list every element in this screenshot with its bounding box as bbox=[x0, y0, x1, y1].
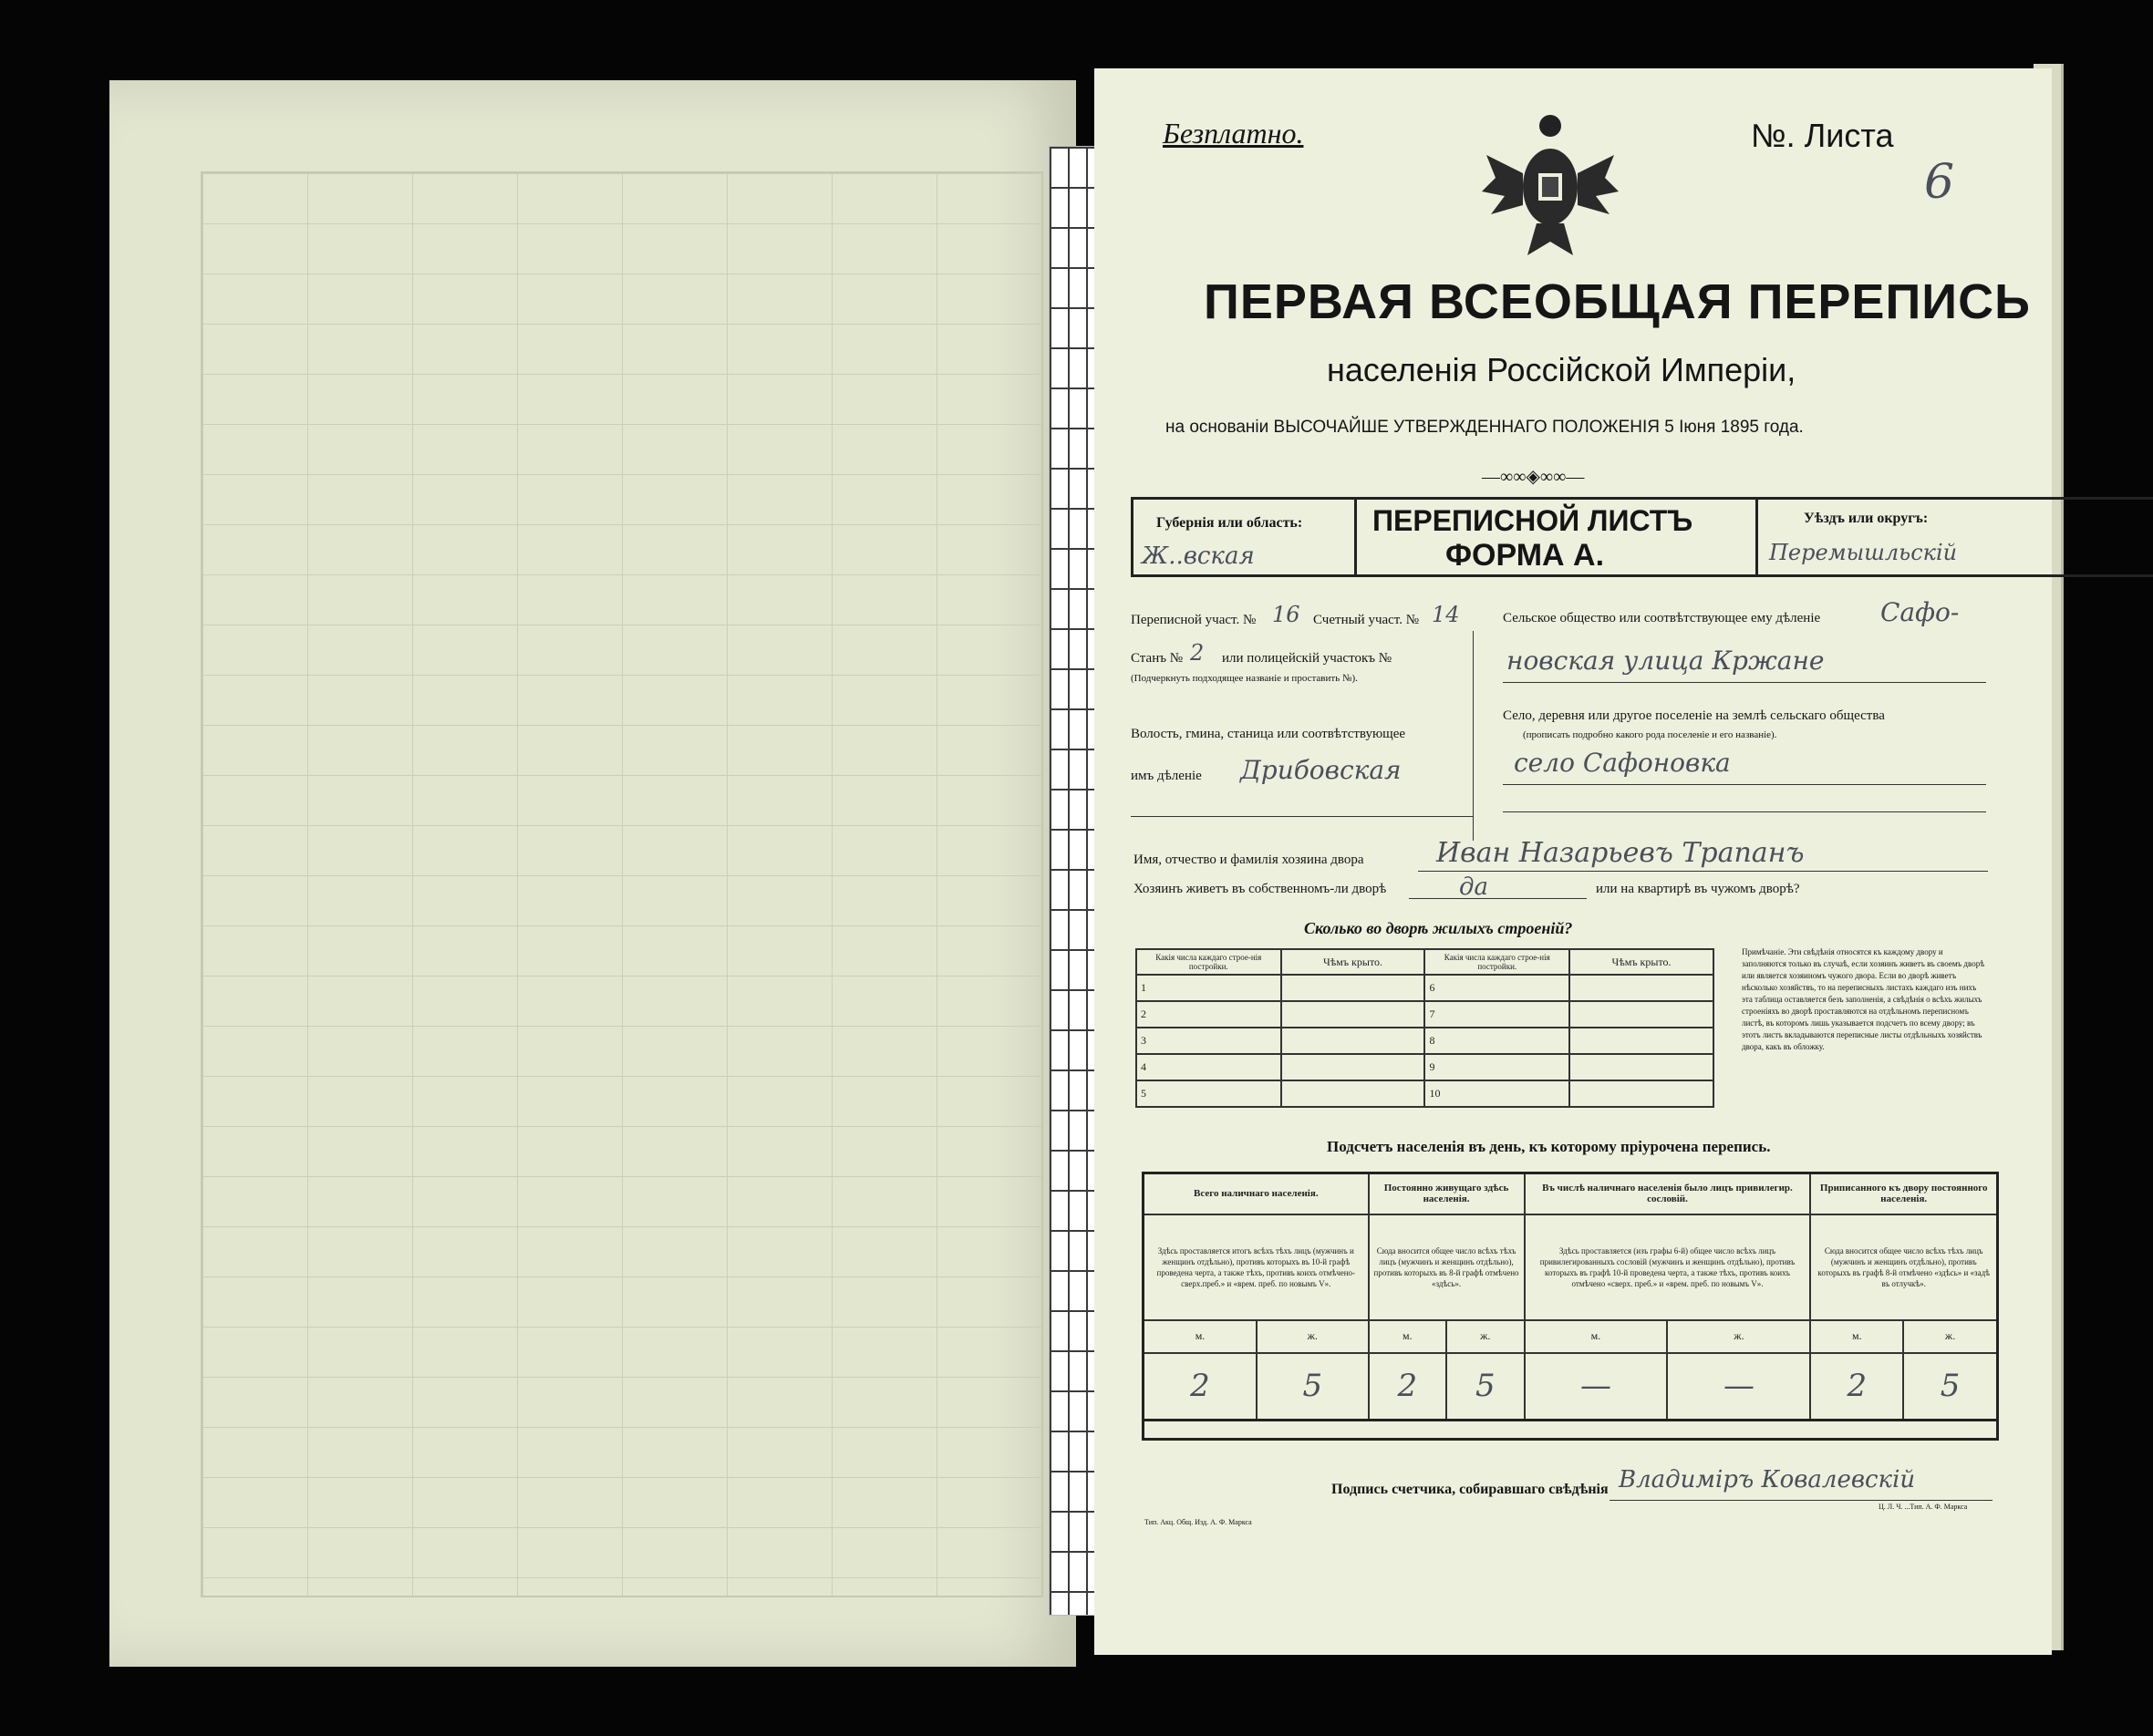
count-district-label: Счетный участ. № bbox=[1313, 613, 1420, 627]
buildings-question: Сколько во дворѣ жилыхъ строеній? bbox=[1304, 919, 1573, 937]
divider bbox=[1755, 497, 1758, 574]
tally-value: 5 bbox=[1446, 1353, 1524, 1420]
tally-description: Здѣсь проставляется итогъ всѣхъ тѣхъ лицъ (мужчинъ и женщинъ отдѣльно), противъ которыхъ въ 10-й графѣ проведена черта, а также тѣхъ, противъ коихъ отмѣчено-сверх.преб.» и «врем. преб. по новымъ V». bbox=[1144, 1214, 1369, 1320]
owner-value: Иван Назарьевъ Трапанъ bbox=[1436, 837, 1805, 869]
sheet-number-value: 6 bbox=[1924, 155, 1955, 210]
col-header-b: Чѣмъ крыто. bbox=[1569, 949, 1713, 975]
roof-cell bbox=[1569, 1001, 1713, 1028]
stan-suffix: или полицейскій участокъ № bbox=[1222, 651, 1392, 666]
uezd-label: Уѣздъ или округъ: bbox=[1804, 511, 1929, 526]
main-title: ПЕРВАЯ ВСЕОБЩАЯ ПЕРЕПИСЬ bbox=[1204, 274, 2031, 329]
row-number: 10 bbox=[1424, 1080, 1569, 1107]
tally-header: Приписанного къ двору постоянного населенія. bbox=[1810, 1173, 1997, 1214]
tally-header: Въ числѣ наличнаго населенія было лицъ привилегир. сословій. bbox=[1525, 1173, 1811, 1214]
male-header: м. bbox=[1144, 1320, 1257, 1354]
buildings-table bbox=[1135, 948, 1714, 1108]
row-number: 1 bbox=[1136, 975, 1281, 1001]
society-value: Сафо- bbox=[1880, 597, 1960, 627]
tally-title: Подсчетъ населенія въ день, къ которому пріурочена перепись. bbox=[1327, 1138, 1771, 1155]
row-number: 3 bbox=[1136, 1028, 1281, 1054]
row-number: 4 bbox=[1136, 1054, 1281, 1080]
subtitle: населенія Россійской Имперіи, bbox=[1327, 351, 1796, 388]
tally-bottom bbox=[1144, 1420, 1998, 1439]
village-note: (прописать подробно какого рода поселеніе и его названіе). bbox=[1523, 729, 1777, 740]
tally-header: Всего наличнаго населенія. bbox=[1144, 1173, 1369, 1214]
roof-cell bbox=[1281, 1001, 1425, 1028]
row-number: 5 bbox=[1136, 1080, 1281, 1107]
tally-table bbox=[1142, 1172, 1999, 1441]
row-number: 2 bbox=[1136, 1001, 1281, 1028]
tally-description: Сюда вносится общее число всѣхъ тѣхъ лицъ (мужчинъ и женщинъ отдѣльно), противъ которыхъ въ 8-й графѣ отмѣчено «здѣсь». bbox=[1369, 1214, 1525, 1320]
tally-value: 5 bbox=[1257, 1353, 1369, 1420]
female-header: ж. bbox=[1903, 1320, 1997, 1354]
column-divider bbox=[1473, 631, 1474, 841]
tally-value: 2 bbox=[1369, 1353, 1446, 1420]
village-label: Село, деревня или другое поселеніе на землѣ сельскаго общества bbox=[1503, 708, 1885, 723]
free-label: Безплатно. bbox=[1163, 117, 1304, 150]
roof-cell bbox=[1569, 1080, 1713, 1107]
lives-suffix: или на квартирѣ въ чужомъ дворѣ? bbox=[1596, 882, 1800, 896]
row-number: 7 bbox=[1424, 1001, 1569, 1028]
tally-description: Сюда вносится общее число всѣхъ тѣхъ лицъ (мужчинъ и женщинъ отдѣльно), противъ которыхъ въ графѣ 8-й отмѣчено «здѣсь» и «задѣ въ отлучкѣ». bbox=[1810, 1214, 1997, 1320]
roof-cell bbox=[1281, 975, 1425, 1001]
tally-value: 2 bbox=[1144, 1353, 1257, 1420]
col-header-a: Какія числа каждаго строе-нія постройки. bbox=[1424, 949, 1569, 975]
tally-header: Постоянно живущаго здѣсь населенія. bbox=[1369, 1173, 1525, 1214]
female-header: ж. bbox=[1667, 1320, 1810, 1354]
male-header: м. bbox=[1525, 1320, 1668, 1354]
field-rule bbox=[1503, 682, 1986, 683]
col-header-b: Чѣмъ крыто. bbox=[1281, 949, 1425, 975]
roof-cell bbox=[1569, 1028, 1713, 1054]
printer-right: Ц. Л. Ч. ...Тип. А. Ф. Маркса bbox=[1879, 1503, 1968, 1511]
field-rule bbox=[1418, 871, 1988, 872]
buildings-note: Примѣчаніе. Эти свѣдѣнія относятся къ каждому двору и заполняются только въ случаѣ, если хозяинъ живетъ въ своемъ дворѣ или является хозяиномъ чужого двора. Если во дворѣ живетъ нѣсколько хозяйствъ, то на переписныхъ листахъ каждаго изъ нихъ эта таблица оставляется безъ заполненія, а свѣдѣнія о всѣхъ жилыхъ строеніяхъ во дворѣ проставляются на отдѣльномъ переписномъ листѣ, въ которомъ лишь указывается подсчетъ по всему двору; въ этотъ листъ вкладываются переписные листы отдѣльныхъ хозяйствъ двора, какъ въ обложку. bbox=[1742, 947, 1985, 1051]
tally-value: 5 bbox=[1903, 1353, 1997, 1420]
stan-value: 2 bbox=[1190, 640, 1205, 666]
roof-cell bbox=[1281, 1054, 1425, 1080]
roof-cell bbox=[1569, 1054, 1713, 1080]
row-number: 8 bbox=[1424, 1028, 1569, 1054]
uezd-value: Перемышльскій bbox=[1769, 540, 1958, 565]
tally-value: — bbox=[1667, 1353, 1810, 1420]
stan-note: (Подчеркнуть подходящее названіе и проставить №). bbox=[1131, 673, 1358, 684]
signature-label: Подпись счетчика, собиравшаго свѣдѣнія bbox=[1331, 1482, 1609, 1497]
lives-label: Хозяинъ живетъ въ собственномъ-ли дворѣ bbox=[1133, 882, 1387, 896]
count-district-value: 14 bbox=[1432, 602, 1460, 627]
gubernia-value: Ж..вская bbox=[1142, 542, 1255, 570]
lives-value: да bbox=[1459, 873, 1488, 901]
legal-basis: на основаніи ВЫСОЧАЙШЕ УТВЕРЖДЕННАГО ПОЛОЖЕНІЯ 5 Іюня 1895 года. bbox=[1165, 418, 1804, 437]
male-header: м. bbox=[1810, 1320, 1903, 1354]
row-number: 9 bbox=[1424, 1054, 1569, 1080]
sheet-number-label: №. Листа bbox=[1751, 117, 1894, 154]
gubernia-label: Губернія или область: bbox=[1156, 515, 1303, 531]
society-value-2: новская улица Кржане bbox=[1506, 646, 1825, 676]
tally-value: — bbox=[1525, 1353, 1668, 1420]
owner-label: Имя, отчество и фамилія хозяина двора bbox=[1133, 852, 1364, 867]
printer-left: Тип. Акц. Общ. Изд. А. Ф. Маркса bbox=[1144, 1518, 1252, 1526]
volost-label: Волость, гмина, станица или соотвѣтствующее bbox=[1131, 727, 1406, 741]
field-rule bbox=[1503, 811, 1986, 812]
field-rule bbox=[1503, 784, 1986, 785]
roof-cell bbox=[1281, 1080, 1425, 1107]
volost-value: Дрибовская bbox=[1240, 755, 1402, 785]
male-header: м. bbox=[1369, 1320, 1446, 1354]
field-rule bbox=[1610, 1500, 1993, 1501]
col-header-a: Какія числа каждаго строе-нія постройки. bbox=[1136, 949, 1281, 975]
census-district-label: Переписной участ. № bbox=[1131, 613, 1257, 627]
divider bbox=[1354, 497, 1357, 574]
signature-value: Владиміръ Ковалевскій bbox=[1619, 1466, 1916, 1493]
form-subtitle: ФОРМА А. bbox=[1445, 538, 1605, 573]
row-number: 6 bbox=[1424, 975, 1569, 1001]
village-value: село Сафоновка bbox=[1514, 748, 1731, 778]
roof-cell bbox=[1569, 975, 1713, 1001]
faint-grid bbox=[201, 171, 1043, 1597]
ornament-divider: —∞∞◈∞∞— bbox=[1482, 467, 1585, 487]
imperial-eagle-icon bbox=[1482, 109, 1619, 264]
left-page-blank bbox=[109, 80, 1076, 1667]
tally-description: Здѣсь проставляется (изъ графы 6-й) общее число всѣхъ лицъ привилегированныхъ сословій (мужчинъ и женщинъ отдѣльно), противъ которыхъ въ графѣ 10-й проведена черта, а также тѣхъ, противъ коихъ отмѣчено «сверх. преб.» и «врем. преб. по новымъ V». bbox=[1525, 1214, 1811, 1320]
female-header: ж. bbox=[1257, 1320, 1369, 1354]
form-title: ПЕРЕПИСНОЙ ЛИСТЪ bbox=[1372, 504, 1693, 537]
census-district-value: 16 bbox=[1272, 602, 1300, 627]
stan-label: Станъ № bbox=[1131, 651, 1184, 666]
tally-value: 2 bbox=[1810, 1353, 1903, 1420]
society-label: Сельское общество или соотвѣтствующее ему дѣленіе bbox=[1503, 611, 1821, 625]
field-rule bbox=[1131, 816, 1473, 817]
roof-cell bbox=[1281, 1028, 1425, 1054]
volost-label-2: имъ дѣленіе bbox=[1131, 769, 1202, 783]
field-rule bbox=[1409, 898, 1587, 899]
female-header: ж. bbox=[1446, 1320, 1524, 1354]
